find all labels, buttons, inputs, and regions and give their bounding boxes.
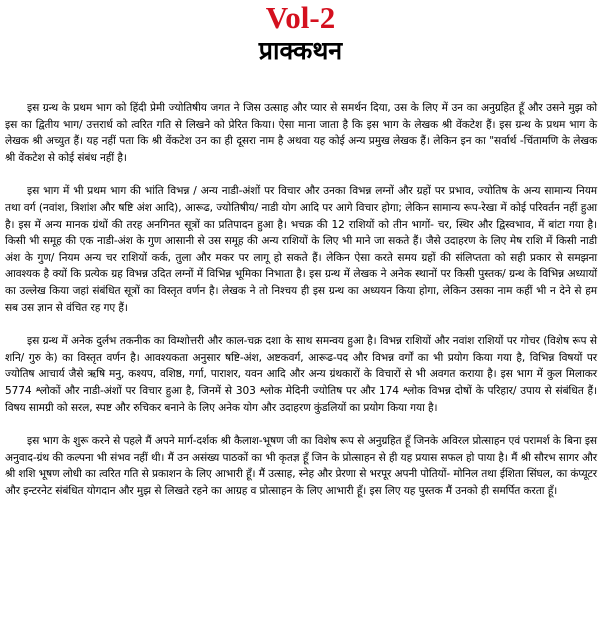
paragraph-2: इस भाग में भी प्रथम भाग की भांति विभन्न / अन्य नाडी-अंशों पर विचार और उनका विभन्न लग्नों और ग्रहों पर प्रभाव, ज्योतिष के अन्य सामान्य नियम तथा वर्ग (नवांश, त्रिशांश और षष्टि अंश आदि), आरूढ, ज्योतिषीय/ नाडी योग आदि पर आगे विचार होगा; लेकिन सामान्य रूप-रेखा में कोई परिवर्तन नहीं हुआ है। इस में अन्य मानक ग्रंथों की तरह अनगिनत सूत्रों का प्रतिपादन हुआ है। भचक्र की 12 राशियों को तीन भागों- चर, स्थिर और द्विस्वभाव, में बांटा गया है। किसी भी समूह की एक नाडी-अंश के गुण आसानी से उस समूह की अन्य राशियों के लिए भी माने जा सकते हैं। जैसे उदाहरण के लिए मेष राशि में किसी नाडी अंश के गुण/ नियम अन्य चर राशियों कर्क, तुला और मकर पर लागू हो सकते हैं। लेकिन ऐसा करते समय ग्रहों की संलिप्तता को सही प्रकार से समझना आवश्यक है क्यों कि प्रत्येक ग्रह विभन्न उदित लग्नों में विभिन्न भूमिका निभाता है। इस ग्रन्थ में लेखक ने अनेक स्थानों पर किसी पुस्तक/ ग्रन्थ के विभिन्न अध्यायों का उल्लेख किया जहां संबंधित सूत्रों का विस्तृत वर्णन है। लेखक ने तो निश्चय ही इस ग्रन्थ का अध्ययन किया होगा, लेकिन उसका नाम कहीं भी न देने से हम सब उस ज्ञान से वंचित रह गए हैं। <box>5 185 597 314</box>
page-heading: प्राक्कथन <box>258 36 343 65</box>
volume-title: Vol-2 <box>265 0 336 35</box>
paragraph-3: इस ग्रन्थ में अनेक दुर्लभ तकनीक का विम्शोत्तरी और काल-चक्र दशा के साथ समन्वय हुआ है। विभन्न राशियों और नवांश राशियों पर गोचर (विशेष रूप से शनि/ गुरु के) का विस्तृत वर्णन है। आवश्यकता अनुसार षष्टि-अंश, अष्टकवर्ग, आरूढ-पद और विभन्न वर्गों का भी प्रयोग किया गया है, विभिन्न विषयों पर ज्योतिष आचार्य जैसे ऋषि मनु, कश्यप, वशिष्ठ, गर्गा, पाराशर, यवन आदि और अन्य ग्रंथकारों के विचारों से भी अवगत कराया है। इस भाग में कुल मिलाकर 5774 श्लोकों और नाडी-अंशों पर विचार हुआ है, जिनमें से 303 श्लोक मेदिनी ज्योतिष पर और 174 श्लोक विभन्न दोषों के परिहार/ उपाय से संबंधित हैं। विषय सामग्री को सरल, स्पष्ट और रुचिकर बनाने के लिए अनेक योग और उदाहरण कुंडलियों का प्रयोग किया गया है। <box>5 335 597 414</box>
paragraph-4: इस भाग के शुरू करने से पहले मैं अपने मार्ग-दर्शक श्री कैलाश-भूषण जी का विशेष रूप से अनुग्रहित हूँ जिनके अविरल प्रोत्साहन एवं परामर्श के बिना इस अनुवाद-ग्रंथ की कल्पना भी संभव नहीं थी। मैं उन असंख्य पाठकों का भी कृतज्ञ हूँ जिन के प्रोत्साहन से ही यह प्रयास सफल हो पाया है। मैं श्री सौरभ सागर और श्री शशि भूषण लोधी का त्वरित गति से प्रकाशन के लिए आभारी हूँ। मैं उत्साह, स्नेह और प्रेरणा से भरपूर अपनी पोतियों- मोनिल तथा ईशिता सिंघल, का कंप्यूटर और इन्टरनेट संबंधित योगदान और मुझ से लिखते रहने का आग्रह व प्रोत्साहन के लिए आभारी हूँ। इस लिए यह पुस्तक मैं उनको ही समर्पित करता हूँ। <box>5 435 598 497</box>
document-body <box>5 100 597 516</box>
paragraph-1: इस ग्रन्थ के प्रथम भाग को हिंदी प्रेमी ज्योतिषीय जगत ने जिस उत्साह और प्यार से समर्थन दिया, उस के लिए में उन का अनुग्रहित हूँ और उसने मुझ को इस का द्वितीय भाग/ उत्तरार्ध को त्वरित गति से लिखने को प्रेरित किया। ऐसा माना जाता है कि इस भाग के लेखक श्री वेंकटेश हैं। इस ग्रन्थ के प्रथम भाग के लेखक श्री अच्युत हैं। यह नहीं पता कि श्री वेंकटेश उन का ही दूसरा नाम है अथवा यह कोई अन्य प्रमुख लेखक हैं। लेकिन इन का "सर्वार्थ -चिंतामणि के लेखक श्री वेंकटेश से कोई संबंध नहीं है। <box>5 102 597 164</box>
